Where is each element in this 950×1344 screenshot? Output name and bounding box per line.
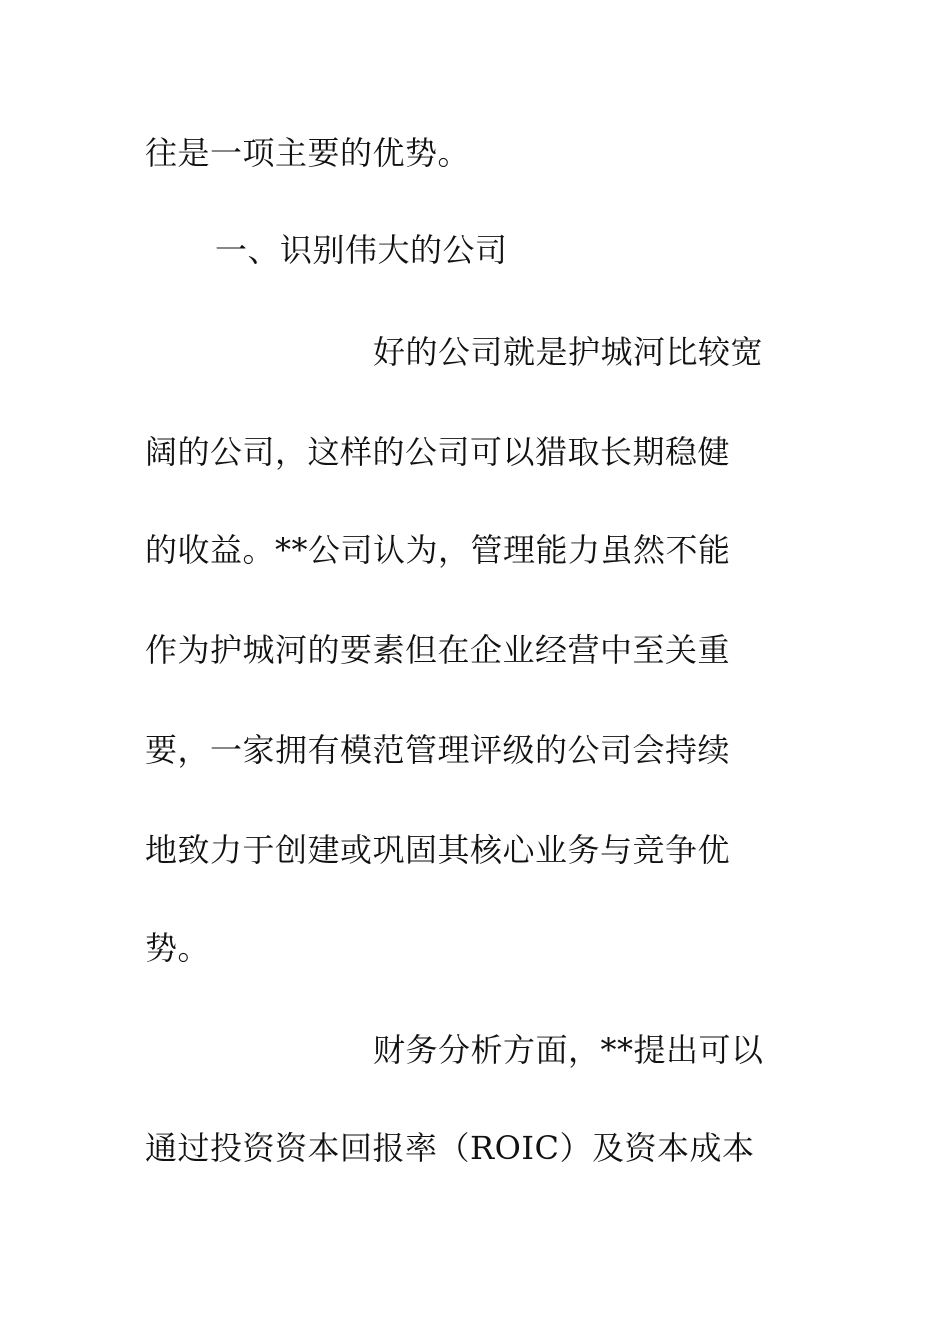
text-line: 势。	[145, 929, 211, 967]
text-line: 地致力于创建或巩固其核心业务与竞争优	[145, 831, 731, 869]
paragraph-first-line: 好的公司就是护城河比较宽	[373, 333, 764, 371]
text-line: 作为护城河的要素但在企业经营中至关重	[145, 631, 731, 669]
section-heading: 一、识别伟大的公司	[215, 231, 508, 269]
text-line: 通过投资资本回报率（ROIC）及资本成本	[145, 1129, 755, 1167]
text-line: 往是一项主要的优势。	[145, 134, 471, 172]
paragraph-first-line: 财务分析方面，**提出可以	[373, 1031, 764, 1069]
text-line: 的收益。**公司认为，管理能力虽然不能	[145, 531, 731, 569]
text-line: 要，一家拥有模范管理评级的公司会持续	[145, 731, 731, 769]
text-line: 阔的公司，这样的公司可以猎取长期稳健	[145, 433, 731, 471]
